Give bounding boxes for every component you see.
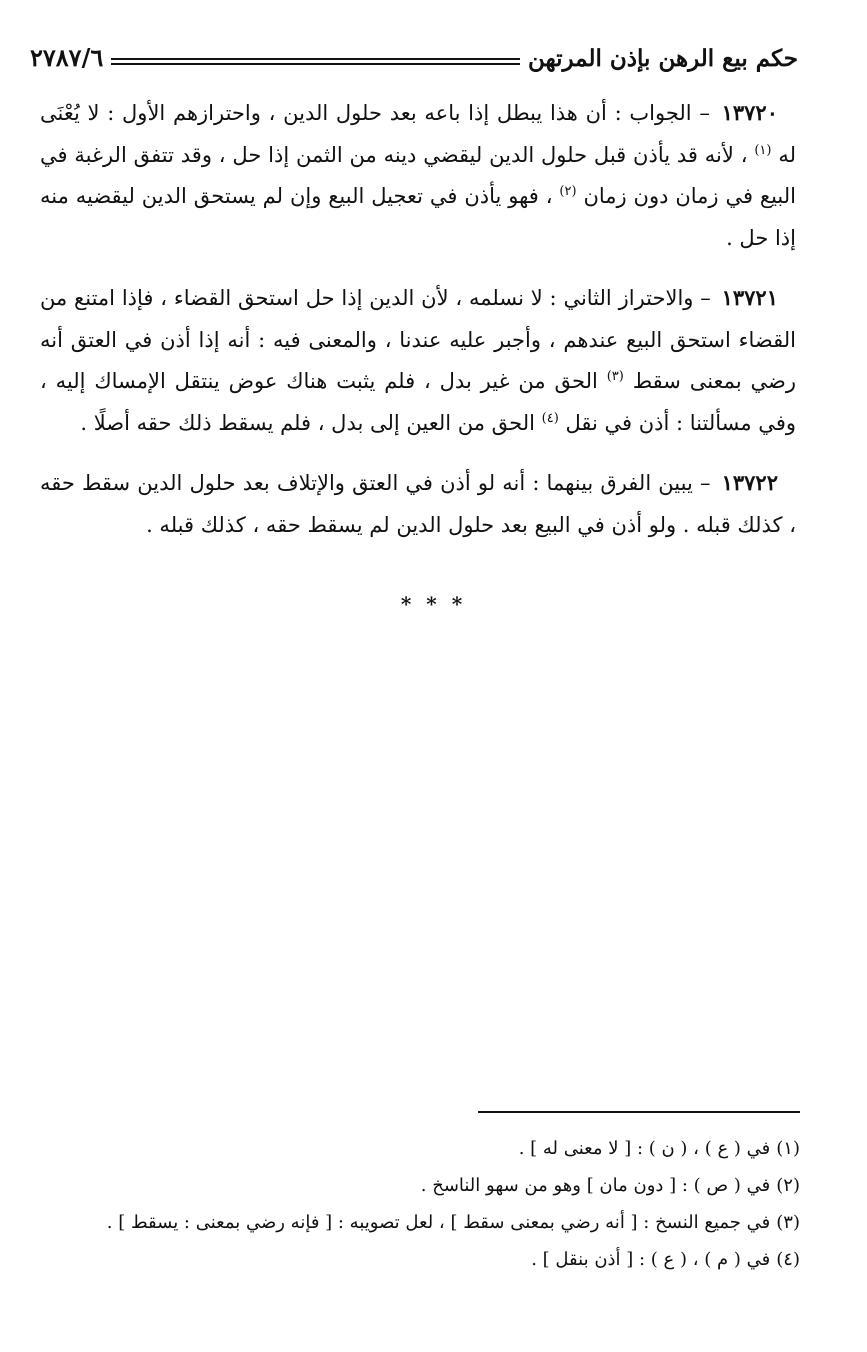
paragraph-text: ، فهو يأذن في تعجيل البيع وإن لم يستحق الدين ليقضيه منه إذا حل .: [40, 184, 796, 250]
paragraph-number: ١٣٧٢٢: [721, 470, 778, 495]
paragraph-text: ، لأنه قد يأذن قبل حلول الدين ليقضي دينه من الثمن إذا حل ، وقد تتفق الرغبة في البيع في زمان دون زمان: [40, 142, 796, 208]
footnote-text: في ( ص ) : [ دون مان ] وهو من سهو الناسخ .: [420, 1175, 771, 1196]
paragraph-13721: [40, 277, 796, 444]
footnote-number: (١): [776, 1138, 800, 1159]
footnote-text: في جميع النسخ : [ أنه رضي بمعنى سقط ] ، لعل تصويبه : [ فإنه رضي بمعنى : يسقط ] .: [106, 1212, 771, 1233]
header-rule: [111, 58, 520, 65]
paragraph-text: الحق من غير بدل ، فلم يثبت هناك عوض ينتقل الإمساك إليه ، وفي مسألتنا : أذن في نقل: [40, 369, 796, 435]
footnote-item: [40, 1130, 800, 1167]
paragraph-text: الحق من العين إلى بدل ، فلم يسقط ذلك حقه أصلًا .: [80, 410, 535, 435]
section-separator: * * *: [400, 592, 467, 616]
paragraph-text: – يبين الفرق بينهما : أنه لو أذن في العتق والإتلاف بعد حلول الدين سقط حقه ، كذلك قبله . ولو أذن في البيع بعد حلول الدين لم يسقط حقه ، كذلك قبله .: [40, 471, 796, 537]
footnote-number: (٢): [776, 1175, 800, 1196]
footnote-ref[interactable]: (٣): [606, 369, 624, 384]
footnote-item: [40, 1204, 800, 1241]
footnote-text: في ( م ) ، ( ع ) : [ أذن بنقل ] .: [531, 1249, 771, 1270]
footnote-text: في ( ع ) ، ( ن ) : [ لا معنى له ] .: [518, 1138, 771, 1159]
main-text: [40, 92, 796, 564]
running-header: [30, 34, 798, 74]
footnote-rule: [478, 1111, 800, 1113]
footnote-item: [40, 1167, 800, 1204]
footnotes: [40, 1130, 800, 1278]
footnote-number: (٣): [776, 1212, 800, 1233]
footnote-item: [40, 1241, 800, 1278]
page-number: ٢٧٨٧/٦: [30, 43, 104, 72]
paragraph-13720: [40, 92, 796, 259]
footnote-ref[interactable]: (٢): [559, 184, 577, 199]
paragraph-number: ١٣٧٢٠: [721, 100, 778, 125]
paragraph-number: ١٣٧٢١: [721, 285, 778, 310]
chapter-title: حكم بيع الرهن بإذن المرتهن: [527, 45, 798, 72]
footnote-number: (٤): [776, 1249, 800, 1270]
footnote-ref[interactable]: (١): [754, 142, 772, 158]
paragraph-13722: [40, 462, 796, 546]
paragraph-text: – والاحتراز الثاني : لا نسلمه ، لأن الدين إذا حل استحق القضاء ، فإذا امتنع من القضاء استحق البيع عندهم ، وأجبر عليه عندنا ، والمعنى فيه : أنه إذا أذن في العتق أنه رضي بمعنى سقط: [40, 286, 797, 393]
paragraph-text: – الجواب : أن هذا يبطل إذا باعه بعد حلول الدين ، واحترازهم الأول : لا يُعْنَى له: [40, 101, 796, 167]
footnote-ref[interactable]: (٤): [541, 410, 559, 426]
